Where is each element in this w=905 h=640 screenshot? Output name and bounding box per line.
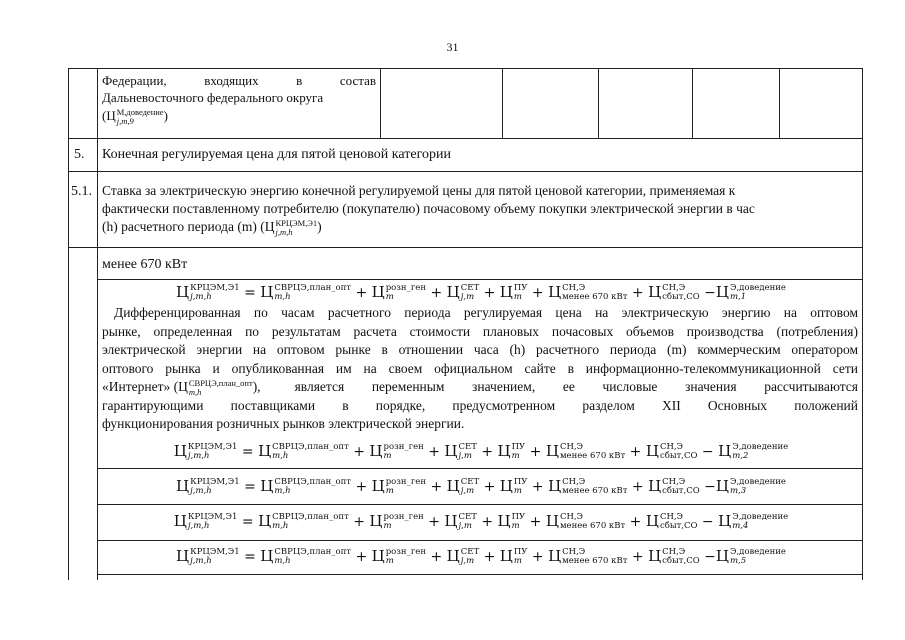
formula-1: Ц КРЦЭМ,Э1 j,m,h = Ц СВРЦЭ,план_опт m,h + Ц розн_ген m + Ц СЕТ j,m + Ц ПУ m + Ц СН,Э менее 670 кВт + Ц СН,Э сбыт,СО −Ц Э,доведение m,1	[176, 283, 786, 302]
prev-row-word: входящих	[204, 73, 259, 88]
paragraph-line: оптового рынка и опубликованная им на своем официальном сайте в информационно-телекоммуникационной сети	[102, 360, 858, 376]
paragraph-line: электрической энергии на оптовом рынке в отношении часа (h) расчетного периода (m) коммерческим оператором	[102, 342, 858, 357]
paragraph-line: рынке, определенная по результатам расчета стоимости плановых почасовых объемов производства (потребления)	[102, 323, 858, 339]
prev-row-text	[102, 72, 376, 126]
prev-row-line2: Дальневосточного федерального округа	[102, 90, 324, 105]
row-5-1-line: (h) расчетного периода (m) (Ц КРЦЭМ,Э1 j,m,h )	[102, 217, 322, 237]
paragraph-line: «Интернет» (Ц СВРЦЭ,план_опт m,h ), является переменным значением, ее числовые значения рассчитываются	[102, 377, 858, 397]
prev-row-word: в	[296, 73, 303, 88]
row-5-title: Конечная регулируемая цена для пятой ценовой категории	[102, 147, 451, 162]
page-number: 31	[446, 40, 459, 54]
row-5-1-number: 5.1.	[71, 184, 92, 199]
formula-2: Ц КРЦЭМ,Э1 j,m,h = Ц СВРЦЭ,план_опт m,h + Ц розн_ген m + Ц СЕТ j,m + Ц ПУ m + Ц СН,Э менее 670 кВт + Ц СН,Э сбыт,СО − Ц Э,доведение m,2	[173, 442, 789, 461]
paragraph-line: Дифференцированная по часам расчетного периода регулируемая цена на электрическую энергию на оптовом	[114, 305, 858, 320]
formula-4: Ц КРЦЭМ,Э1 j,m,h = Ц СВРЦЭ,план_опт m,h + Ц розн_ген m + Ц СЕТ j,m + Ц ПУ m + Ц СН,Э менее 670 кВт + Ц СН,Э сбыт,СО − Ц Э,доведение m,4	[173, 512, 789, 531]
prev-row-symbol: (Ц М,доведение j,m,9 )	[102, 107, 168, 127]
row-5-number: 5.	[74, 147, 85, 162]
row-5-1-line: Ставка за электрическую энергию конечной регулируемой цены для пятой ценовой категории, применяемая к	[102, 183, 736, 198]
prev-row-word: состав	[339, 73, 376, 88]
formula-5: Ц КРЦЭМ,Э1 j,m,h = Ц СВРЦЭ,план_опт m,h + Ц розн_ген m + Ц СЕТ j,m + Ц ПУ m + Ц СН,Э менее 670 кВт + Ц СН,Э сбыт,СО −Ц Э,доведение m,5	[176, 547, 786, 566]
paragraph-line: гарантирующими поставщиками в порядке, предусмотренном разделом XII Основных положений	[102, 397, 858, 413]
formula-3: Ц КРЦЭМ,Э1 j,m,h = Ц СВРЦЭ,план_опт m,h + Ц розн_ген m + Ц СЕТ j,m + Ц ПУ m + Ц СН,Э менее 670 кВт + Ц СН,Э сбыт,СО −Ц Э,доведение m,3	[176, 477, 786, 496]
paragraph-line: функционирования розничных рынков электрической энергии.	[102, 416, 465, 432]
row-5-1-text	[102, 182, 858, 237]
definition-paragraph	[102, 304, 858, 434]
row-5-1-line: фактически поставленному потребителю (покупателю) почасовому объему покупки электрической энергии в час	[102, 201, 755, 216]
prev-row-word: Федерации,	[102, 73, 167, 88]
subrow-less-670: менее 670 кВт	[102, 257, 188, 272]
